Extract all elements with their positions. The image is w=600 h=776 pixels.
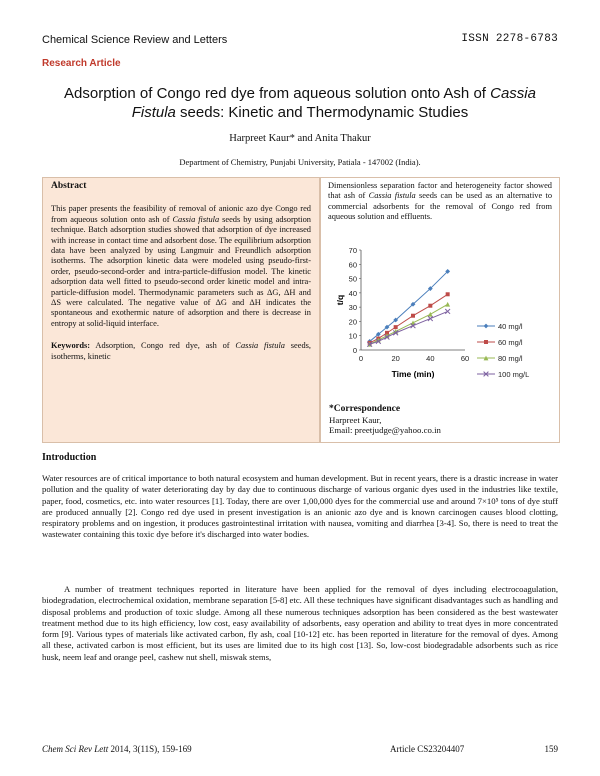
title-text-rest: seeds: Kinetic and Thermodynamic Studies [175,104,469,121]
page-number: 159 [544,744,558,754]
data-point [445,302,450,307]
y-tick-label: 20 [348,317,357,327]
y-tick-label: 60 [348,260,357,270]
series-line-3 [370,311,448,344]
footer-article-id: Article CS23204407 [390,744,465,754]
affiliation: Department of Chemistry, Punjabi University, Patiala - 147002 (India). [179,157,421,167]
footer-journal-abbrev: Chem Sci Rev Lett [42,744,109,754]
abstract-text-1: This paper presents the feasibility of removal of anionic azo dye Congo red from aqueous solution onto ash of [51,204,311,224]
right-column-text [328,181,552,223]
section-label: Research Article [42,58,121,69]
right-text-2: seeds can be used as an alternative to commercial adsorbents for the removal of Congo red from aqueous solution and effluents. [328,191,553,222]
abstract-text [51,204,311,329]
title-italic-cassia: Cassia [490,85,536,102]
data-point [411,314,415,318]
x-tick-label: 60 [460,354,470,363]
abstract-heading: Abstract [51,181,87,191]
authors: Harpreet Kaur* and Anita Thakur [229,133,371,144]
series-line-1 [370,294,448,343]
data-point [394,325,398,329]
footer-volume: 2014, 3(11S), 159-169 [108,744,192,754]
right-text-1: Dimensionless separation factor and heterogeneity factor showed that ash of [328,181,552,201]
keywords-text-2: seeds, isotherms, kinetic [51,341,312,361]
y-tick-label: 40 [348,288,357,298]
x-tick-label: 0 [358,354,364,363]
x-axis-label: Time (min) [391,369,435,379]
y-tick-label: 30 [348,303,357,313]
legend-label: 80 mg/l [498,354,523,363]
graphical-abstract-chart [329,242,555,392]
right-italic: Cassia fistula [368,191,416,201]
right-column-box [320,177,560,443]
y-axis-label: t/q [335,294,345,306]
abstract-box [42,177,320,443]
series-line-2 [370,304,448,344]
data-point [446,292,450,296]
chart-svg [329,242,555,392]
y-tick-label: 70 [348,246,357,255]
keywords-label: Keywords: [51,341,91,351]
series-line-0 [370,271,448,341]
data-point [428,304,432,308]
abstract-italic: Cassia fistula [172,214,220,224]
x-tick-label: 40 [426,354,435,363]
intro-paragraph-2: A number of treatment techniques reported in literature have been applied for the removal of dyes including electrocoagulation, biodegradation, electrochemical oxidation, membrane separation [5-8] etc. All these techniques have significant disadvantages such as handling and disposal problems and production of toxic sludge. Among all these numerous techniques adsorption has been considered as the best wastewater treatment method due to its high efficiency, low cost, easy availability of adsorbents, easy operation and ability to treat dyes in more concentrated form [9]. Various types of materials like activated carbon, fly ash, coal [10-12] etc. has been reported in literature for the removal of dyes. Among all these, activated carbon is most efficient, but its uses are limited due to its high cost [13]. So, low-cost biodegradable adsorbents such as rice husk, neem leaf and orange peel, cashew nut shell, miswak stems, [42,584,558,662]
legend-label: 100 mg/L [498,370,530,379]
keywords-italic: Cassia fistula [235,341,285,351]
y-tick-label: 10 [348,331,357,341]
keywords-text-1: Adsorption, Congo red dye, ash of [90,341,236,351]
journal-name: Chemical Science Review and Letters [42,34,228,46]
data-point [428,312,433,317]
y-tick-label: 0 [352,346,357,355]
abstract-text-2: seeds by using adsorption technique. Batch adsorption studies showed that adsorption of dye increased with increase in contact time and adsorbent dose. The equilibrium adsorption data have been analyzed by using Langmuir and Freundlich adsorption isotherms. The adsorption kinetic data were modeled using pseudo-first-order, pseudo-second-order and intra-particle-diffusion model. The kinetic adsorption data well fitted to pseudo-second order kinetic model and intra-particle-diffusion model. Thermodynamic parameters such as ΔG, ΔH and ΔS were calculated. The negative value of ΔG and ΔH indicates the spontaneous and exothermic nature of adsorption and there is decrease in entropy at solid-liquid interface. [51,214,311,328]
correspondence-name: Harpreet Kaur, [329,414,382,425]
section-heading-introduction: Introduction [42,452,97,463]
x-tick-label: 20 [391,354,400,363]
legend-label: 40 mg/l [498,322,523,331]
correspondence [329,404,441,436]
legend-label: 60 mg/l [498,338,523,347]
paper-title [40,84,560,122]
keywords [51,341,311,362]
intro-paragraph-1: Water resources are of critical importance to both natural ecosystem and human development. But in recent years, there is a drastic increase in water pollution and the quality of water deteriorating day by day due to continuous discharge of various organic dyes used in the industries like textile, paper, food, cosmetics, etc. into water resources [1]. Today, there are over 1,00,000 dyes for the commercial use and around 7×10⁵ tons of dye stuff are produced annually [2]. Congo red dye used in present investigation is an anionic azo dye and is known carcinogen causes blood clotting, respiratory problems and on ingestion, it produces gastrointestinal irritation with nausea, vomiting and diarrhea [3-4]. So, there is need to treat the wastewater containing this toxic dye before it's discharged into water bodies. [42,473,558,540]
title-italic-fistula: Fistula [131,104,176,121]
footer-citation [42,744,192,754]
legend-marker [484,324,489,329]
issn: ISSN 2278-6783 [461,33,558,45]
y-tick-label: 50 [348,274,357,284]
title-text: Adsorption of Congo red dye from aqueous solution onto Ash of [64,85,491,102]
correspondence-heading: *Correspondence [329,404,401,414]
legend-marker [484,340,488,344]
correspondence-email: Email: preetjudge@yahoo.co.in [329,425,441,435]
